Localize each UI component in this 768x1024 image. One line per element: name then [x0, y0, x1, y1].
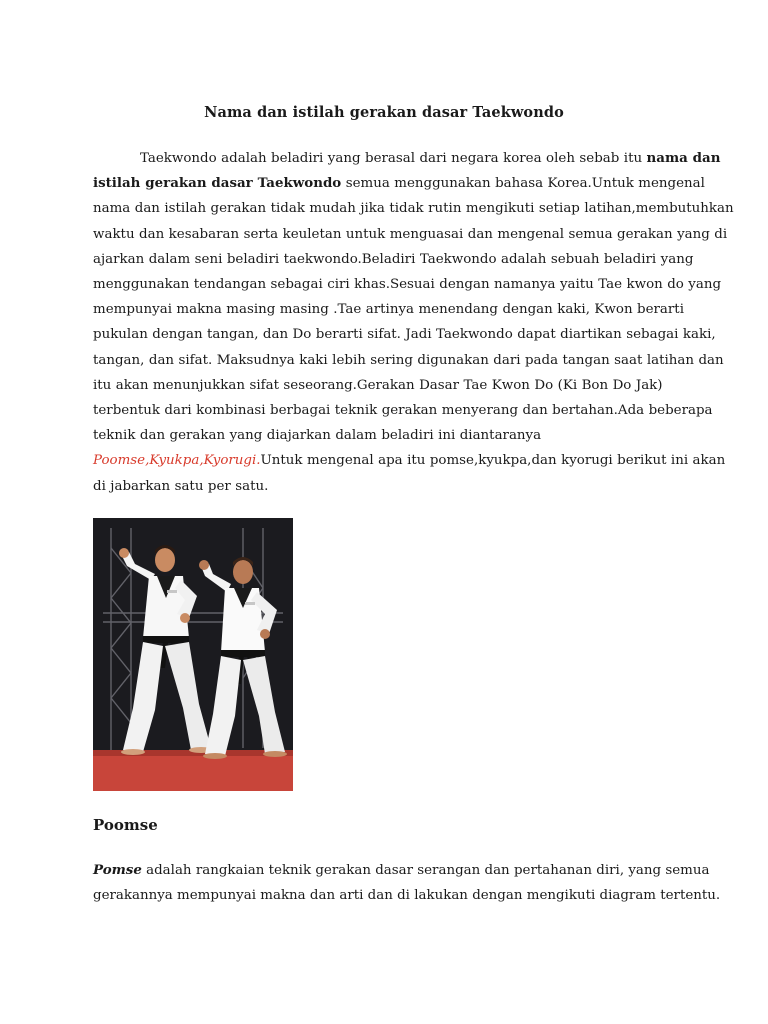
paragraph-line: pukulan dengan tangan, dan Do berarti sifat. Jadi Taekwondo dapat diartikan sebagai kaki,	[93, 327, 716, 343]
intro-paragraph	[93, 146, 734, 499]
document-title: Nama dan istilah gerakan dasar Taekwondo	[204, 104, 564, 121]
paragraph-line	[93, 858, 710, 883]
paragraph-line: teknik dan gerakan yang diajarkan dalam beladiri ini diantaranya	[93, 428, 542, 444]
paragraph-line: tangan, dan sifat. Maksudnya kaki lebih sering digunakan dari pada tangan saat latihan dan	[93, 352, 724, 368]
poomse-paragraph	[93, 858, 721, 908]
text-run: Untuk mengenal apa itu pomse,kyukpa,dan kyorugi berikut ini akan	[260, 453, 726, 469]
paragraph-line: waktu dan kesabaran serta keuletan untuk menguasai dan mengenal semua gerakan yang di	[93, 226, 728, 242]
bold-text-run: nama dan	[646, 150, 721, 166]
paragraph-line: ajarkan dalam seni beladiri taekwondo.Beladiri Taekwondo adalah sebuah beladiri yang	[93, 251, 694, 267]
highlighted-terms: Poomse,Kyukpa,Kyorugi.	[93, 453, 261, 469]
section-heading-poomse: Poomse	[93, 816, 158, 834]
paragraph-line: itu akan menunjukkan sifat seseorang.Gerakan Dasar Tae Kwon Do (Ki Bon Do Jak)	[93, 377, 663, 393]
bold-italic-term: Pomse	[93, 862, 142, 878]
text-run: semua menggunakan bahasa Korea.Untuk mengenal	[341, 176, 705, 192]
text-run: Taekwondo adalah beladiri yang berasal dari negara korea oleh sebab itu	[140, 151, 647, 166]
paragraph-line: terbentuk dari kombinasi berbagai teknik gerakan menyerang dan bertahan.Ada beberapa	[93, 403, 713, 419]
paragraph-line: gerakannya mempunyai makna dan arti dan di lakukan dengan mengikuti diagram tertentu.	[93, 888, 721, 904]
paragraph-line	[93, 171, 705, 196]
paragraph-line: menggunakan tendangan sebagai ciri khas.Sesuai dengan namanya yaitu Tae kwon do yang	[93, 277, 722, 293]
paragraph-line: nama dan istilah gerakan tidak mudah jika tidak rutin mengikuti setiap latihan,membutuhkan	[93, 201, 734, 217]
bold-text-run: istilah gerakan dasar Taekwondo	[93, 175, 342, 192]
paragraph-line: di jabarkan satu per satu.	[93, 478, 269, 494]
paragraph-line	[93, 448, 726, 473]
text-run: adalah rangkaian teknik gerakan dasar serangan dan pertahanan diri, yang semua	[141, 863, 710, 878]
paragraph-line: mempunyai makna masing masing .Tae artinya menendang dengan kaki, Kwon berarti	[93, 302, 684, 318]
paragraph-line	[93, 146, 721, 171]
taekwondo-photo	[93, 518, 293, 791]
